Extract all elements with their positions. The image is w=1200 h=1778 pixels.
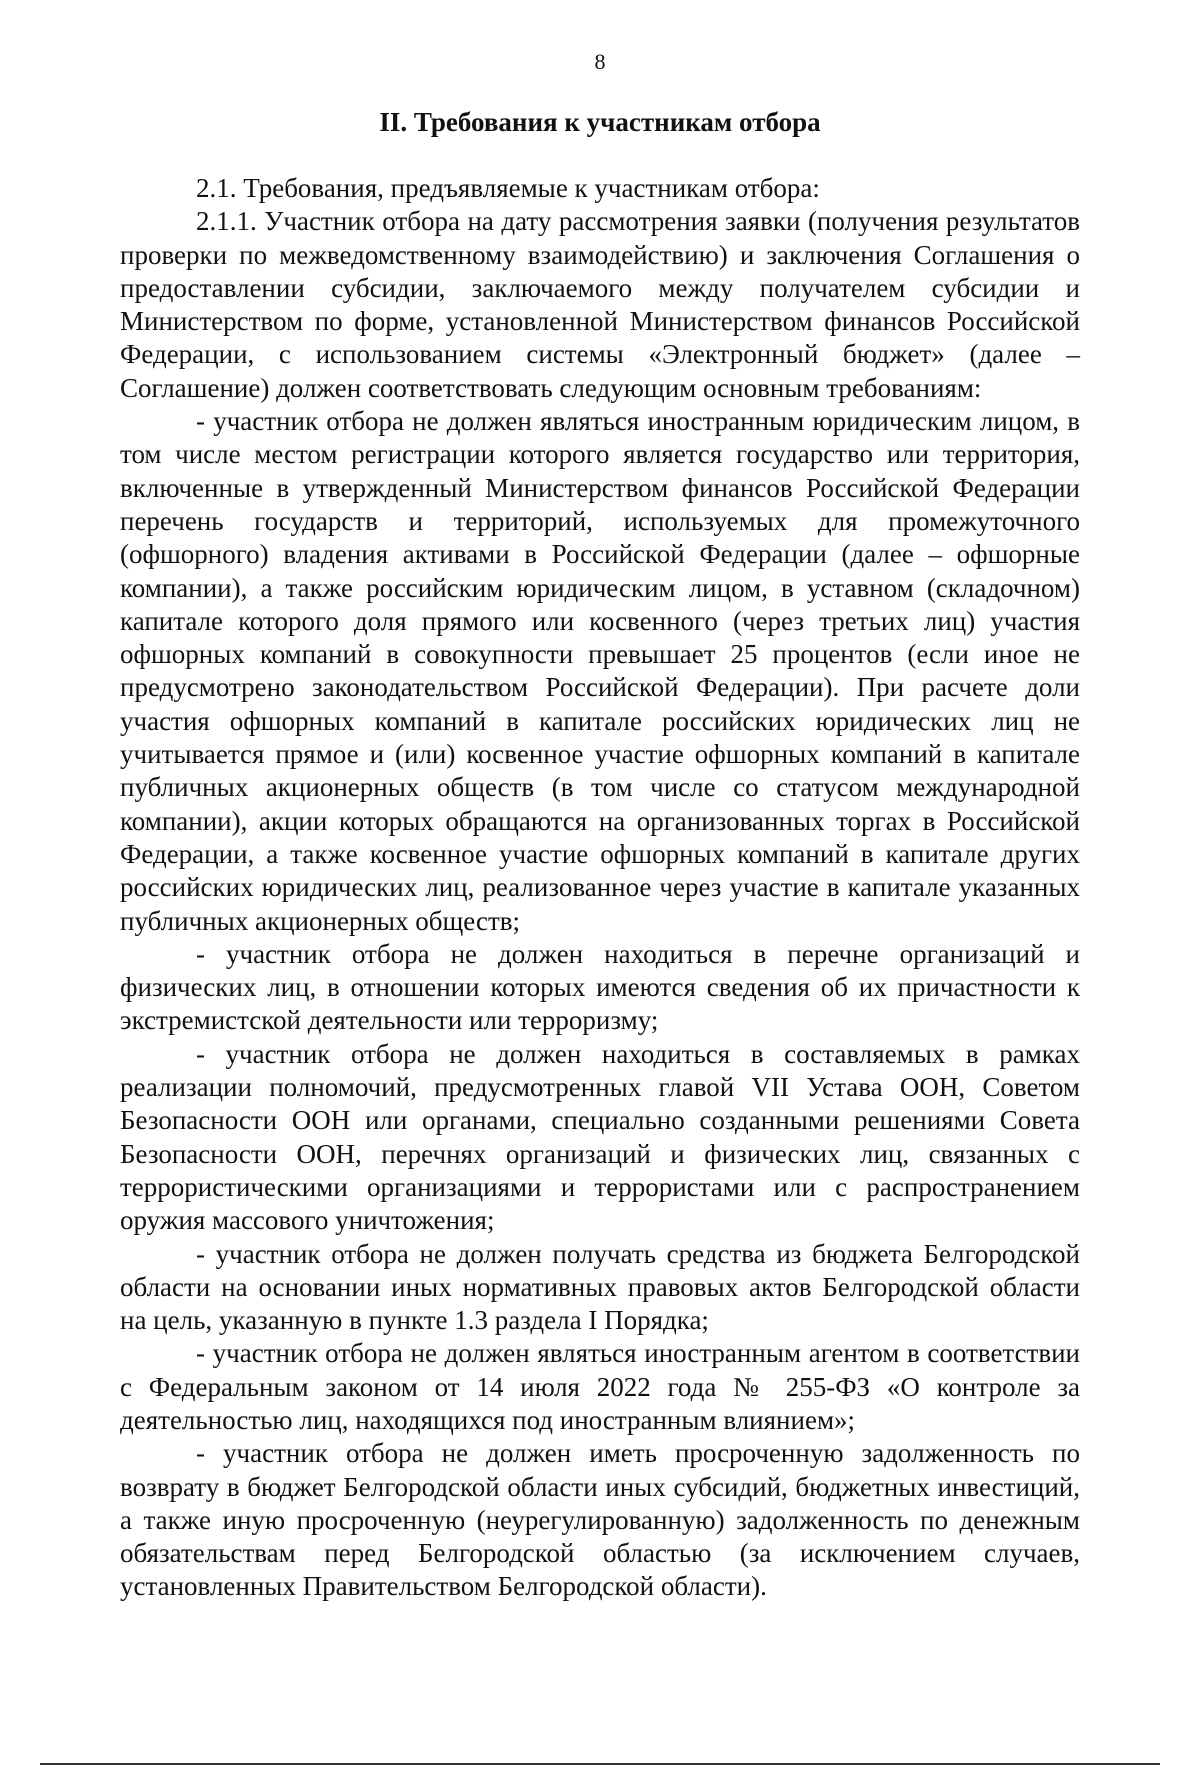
requirement-un-lists: - участник отбора не должен находиться в составляемых в рамках реализации полномочий, предусмотренных главой VII Устава ООН, Советом Безопасности ООН или органами, специально созданными решениями Совета Безопасности ООН, перечнях организаций и физических лиц, связанных с террористическими организациями и террористами или с распространением оружия массового уничтожения; [120, 1038, 1080, 1236]
requirement-foreign-agent: - участник отбора не должен являться иностранным агентом в соответствии с Федеральным законом от 14 июля 2022 года № 255-ФЗ «О контроле за деятельностью лиц, находящихся под иностранным влиянием»; [120, 1338, 1080, 1435]
requirement-offshore: - участник отбора не должен являться иностранным юридическим лицом, в том числе местом регистрации которого является государство или территория, включенные в утвержденный Министерством финансов Российской Федерации перечень государств и территорий, используемых для промежуточного (офшорного) владения активами в Российской Федерации (далее – офшорные компании), а также российским юридическим лицом, в уставном (складочном) капитале которого доля прямого или косвенного (через третьих лиц) участия офшорных компаний в совокупности превышает 25 процентов (если иное не предусмотрено законодательством Российской Федерации). При расчете доли участия офшорных компаний в капитале российских юридических лиц не учитывается прямое и (или) косвенное участие офшорных компаний в капитале публичных акционерных обществ (в том числе со статусом международной компании), акции которых обращаются на организованных торгах в Российской Федерации, а также косвенное участие офшорных компаний в капитале других российских юридических лиц, реализованное через участие в капитале указанных публичных акционерных обществ; [120, 406, 1080, 936]
footer-rule [40, 1763, 1160, 1765]
paragraph-2-1: 2.1. Требования, предъявляемые к участникам отбора: [196, 173, 820, 203]
paragraph-2-1-1: 2.1.1. Участник отбора на дату рассмотрения заявки (получения результатов проверки по межведомственному взаимодействию) и заключения Соглашения о предоставлении субсидии, заключаемого между получателем субсидии и Министерством по форме, установленной Министерством финансов Российской Федерации, с использованием системы «Электронный бюджет» (далее – Соглашение) должен соответствовать следующим основным требованиям: [120, 206, 1080, 403]
page-number: 8 [594, 49, 606, 74]
section-heading: II. Требования к участникам отбора [379, 107, 821, 137]
requirement-overdue-debt: - участник отбора не должен иметь просроченную задолженность по возврату в бюджет Белгородской области иных субсидий, бюджетных инвестиций, а также иную просроченную (неурегулированную) задолженность по денежным обязательствам перед Белгородской областью (за исключением случаев, установленных Правительством Белгородской области). [120, 1438, 1080, 1602]
requirement-budget-funds: - участник отбора не должен получать средства из бюджета Белгородской области на основании иных нормативных правовых актов Белгородской области на цель, указанную в пункте 1.3 раздела I Порядка; [120, 1238, 1080, 1336]
requirement-extremism: - участник отбора не должен находиться в перечне организаций и физических лиц, в отношении которых имеются сведения об их причастности к экстремистской деятельности или терроризму; [120, 938, 1080, 1036]
document-body [120, 172, 1080, 1604]
